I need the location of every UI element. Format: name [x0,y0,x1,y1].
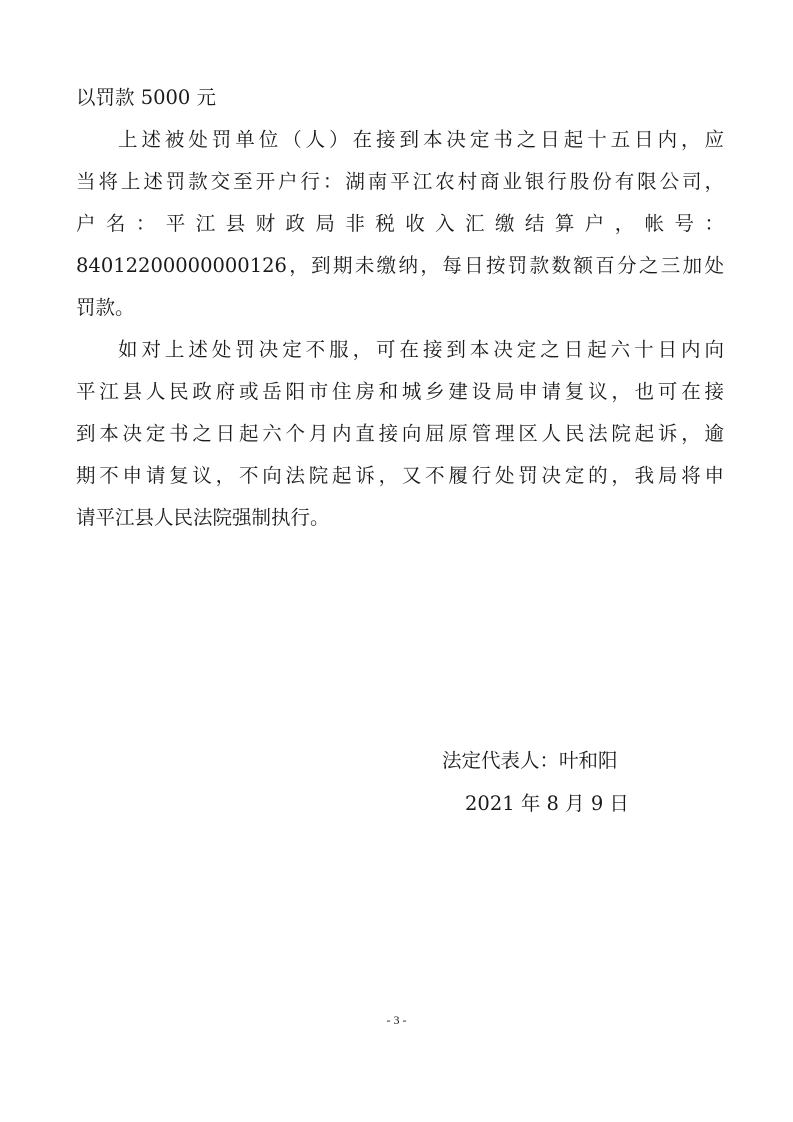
body-line-5: 84012200000000126，到期未缴纳，每日按罚款数额百分之三加处 [76,254,724,277]
body-line-4: 户名：平江县财政局非税收入汇缴结算户，帐号： [76,212,724,235]
body-line-1: 以罚款 5000 元 [76,86,217,109]
body-line-6: 罚款。 [76,296,135,319]
body-line-2: 上述被处罚单位（人）在接到本决定书之日起十五日内，应 [118,128,724,151]
body-line-8: 平江县人民政府或岳阳市住房和城乡建设局申请复议，也可在接 [76,380,724,403]
body-line-11: 请平江县人民法院强制执行。 [76,506,330,529]
page-number: - 3 - [386,1013,407,1027]
body-line-7: 如对上述处罚决定不服，可在接到本决定之日起六十日内向 [118,338,724,361]
body-line-9: 到本决定书之日起六个月内直接向屈原管理区人民法院起诉，逾 [76,422,724,445]
legal-representative: 法定代表人：叶和阳 [442,749,618,772]
signature-date: 2021 年 8 月 9 日 [465,792,629,815]
body-line-10: 期不申请复议，不向法院起诉，又不履行处罚决定的，我局将申 [76,464,724,487]
body-line-3: 当将上述罚款交至开户行：湖南平江农村商业银行股份有限公司， [76,170,724,193]
